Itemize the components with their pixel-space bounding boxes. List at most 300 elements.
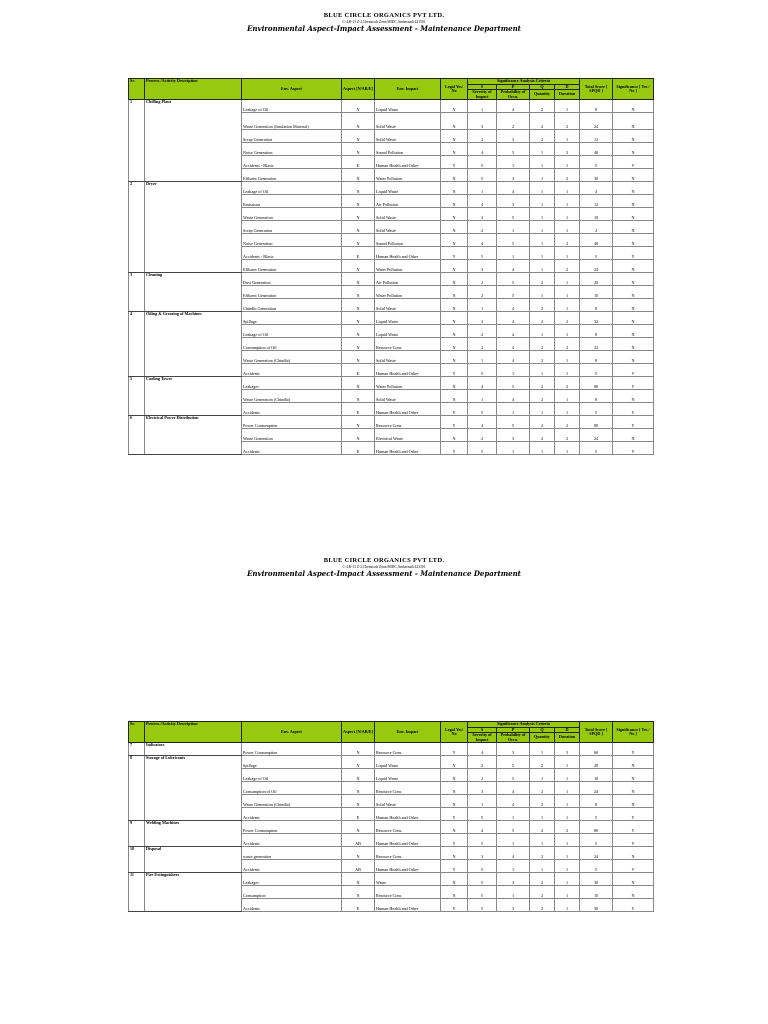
score-s-cell: 2 xyxy=(468,208,497,221)
process-cell xyxy=(145,390,242,403)
total-score-cell: 24 xyxy=(580,429,613,442)
score-p-cell: 5 xyxy=(497,377,530,390)
col-q: Q xyxy=(530,727,555,733)
legal-cell: Y xyxy=(441,403,468,416)
score-d-cell: 1 xyxy=(555,834,580,847)
total-score-cell: 4 xyxy=(580,182,613,195)
score-d-cell: 1 xyxy=(555,195,580,208)
sr-cell xyxy=(129,130,145,143)
score-d-cell: 1 xyxy=(555,100,580,113)
impact-cell: Sound Pollution xyxy=(375,143,441,156)
total-score-cell: 2 xyxy=(580,221,613,234)
score-p-cell: 4 xyxy=(497,390,530,403)
score-d-cell: 1 xyxy=(555,299,580,312)
company-address: C-4,B-13 Z-2,Chemicals Zone,MIDC,Ambernath 421501 xyxy=(342,564,426,569)
table-row xyxy=(129,156,654,169)
legal-cell: Y xyxy=(441,808,468,821)
col-type: Aspect [N/AB/E] xyxy=(342,79,375,100)
score-d-cell: 1 xyxy=(555,860,580,873)
significance-cell: N xyxy=(613,182,654,195)
score-d-cell: 1 xyxy=(555,403,580,416)
score-s-cell: 4 xyxy=(468,195,497,208)
aspect-type-cell: N xyxy=(342,113,375,130)
aspect-type-cell: N xyxy=(342,873,375,886)
sr-cell: 2 xyxy=(129,182,145,195)
significance-cell: Y xyxy=(613,860,654,873)
total-score-cell: 5 xyxy=(580,860,613,873)
sr-cell: 9 xyxy=(129,821,145,834)
score-p-cell: 1 xyxy=(497,442,530,455)
process-cell xyxy=(145,169,242,182)
legal-cell: N xyxy=(441,143,468,156)
significance-cell: N xyxy=(613,221,654,234)
process-cell: Fire Extinguishers xyxy=(145,873,242,886)
aspect-type-cell: N xyxy=(342,221,375,234)
legal-cell: N xyxy=(441,756,468,769)
aspect-type-cell: E xyxy=(342,156,375,169)
process-cell xyxy=(145,234,242,247)
significance-cell: Y xyxy=(613,821,654,834)
table-1-header xyxy=(129,79,654,100)
impact-cell: Human Health and Other xyxy=(375,834,441,847)
significance-cell: N xyxy=(613,795,654,808)
significance-cell: N xyxy=(613,390,654,403)
table-row xyxy=(129,325,654,338)
legal-cell: Y xyxy=(441,247,468,260)
col-type: Aspect [N/AB/E] xyxy=(342,722,375,743)
col-significance: Significance [ Yes / No ] xyxy=(613,79,654,100)
aspect-type-cell: N xyxy=(342,377,375,390)
score-p-cell: 1 xyxy=(497,247,530,260)
score-q-cell: 1 xyxy=(530,286,555,299)
impact-cell: Solid Waste xyxy=(375,221,441,234)
score-q-cell: 2 xyxy=(530,100,555,113)
aspect-type-cell: N xyxy=(342,286,375,299)
score-p-cell: 3 xyxy=(497,899,530,912)
col-q-sub: Quantity xyxy=(530,733,555,743)
significance-cell: Y xyxy=(613,743,654,756)
significance-cell: N xyxy=(613,351,654,364)
score-s-cell: 3 xyxy=(468,260,497,273)
legal-cell: N xyxy=(441,390,468,403)
table-row xyxy=(129,899,654,912)
score-s-cell: 1 xyxy=(468,182,497,195)
impact-cell: Human Health and Other xyxy=(375,899,441,912)
aspect-cell: Scrap Generation xyxy=(242,130,342,143)
table-row xyxy=(129,299,654,312)
aspect-cell: Spillage xyxy=(242,756,342,769)
col-d-sub: Duration xyxy=(555,90,580,100)
score-p-cell: 5 xyxy=(497,821,530,834)
score-s-cell: 2 xyxy=(468,769,497,782)
aspect-type-cell: N xyxy=(342,195,375,208)
significance-cell: Y xyxy=(613,416,654,429)
score-q-cell: 1 xyxy=(530,364,555,377)
aspect-cell: Effluent Generation xyxy=(242,260,342,273)
significance-cell: N xyxy=(613,100,654,113)
legal-cell: N xyxy=(441,221,468,234)
table-row xyxy=(129,113,654,130)
legal-cell: N xyxy=(441,130,468,143)
score-q-cell: 1 xyxy=(530,221,555,234)
impact-cell: Resource Cons. xyxy=(375,743,441,756)
score-d-cell: 1 xyxy=(555,899,580,912)
aspect-type-cell: E xyxy=(342,808,375,821)
score-q-cell: 1 xyxy=(530,195,555,208)
process-cell: Dryer xyxy=(145,182,242,195)
significance-cell: Y xyxy=(613,808,654,821)
process-cell xyxy=(145,364,242,377)
col-p: P xyxy=(497,727,530,733)
legal-cell: N xyxy=(441,821,468,834)
aspect-cell: Power Consumption xyxy=(242,416,342,429)
aspect-type-cell: N xyxy=(342,182,375,195)
total-score-cell: 24 xyxy=(580,113,613,130)
impact-cell: Resource Cons. xyxy=(375,847,441,860)
table-row xyxy=(129,364,654,377)
aspect-type-cell: N xyxy=(342,416,375,429)
table-row xyxy=(129,860,654,873)
aspect-type-cell: AB xyxy=(342,860,375,873)
significance-cell: Y xyxy=(613,364,654,377)
score-p-cell: 5 xyxy=(497,769,530,782)
sr-cell xyxy=(129,782,145,795)
total-score-cell: 24 xyxy=(580,260,613,273)
legal-cell: N xyxy=(441,260,468,273)
significance-cell: N xyxy=(613,113,654,130)
aspect-type-cell: N xyxy=(342,821,375,834)
legal-cell: N xyxy=(441,169,468,182)
total-score-cell: 5 xyxy=(580,834,613,847)
total-score-cell: 32 xyxy=(580,338,613,351)
score-q-cell: 2 xyxy=(530,390,555,403)
process-cell xyxy=(145,338,242,351)
score-d-cell: 1 xyxy=(555,221,580,234)
total-score-cell: 30 xyxy=(580,899,613,912)
col-process: Process /Activity Description xyxy=(145,722,242,743)
score-p-cell: 4 xyxy=(497,351,530,364)
aspect-cell: Leakages xyxy=(242,377,342,390)
score-q-cell: 1 xyxy=(530,834,555,847)
total-score-cell: 30 xyxy=(580,873,613,886)
impact-cell: Resource Cons. xyxy=(375,821,441,834)
aspect-type-cell: N xyxy=(342,769,375,782)
total-score-cell: 32 xyxy=(580,312,613,325)
score-s-cell: 5 xyxy=(468,442,497,455)
score-d-cell: 1 xyxy=(555,769,580,782)
aspect-type-cell: E xyxy=(342,442,375,455)
legal-cell: N xyxy=(441,312,468,325)
legal-cell: N xyxy=(441,338,468,351)
score-p-cell: 5 xyxy=(497,234,530,247)
score-s-cell: 4 xyxy=(468,821,497,834)
col-d-sub: Duration xyxy=(555,733,580,743)
legal-cell: N xyxy=(441,377,468,390)
process-cell xyxy=(145,286,242,299)
table-row xyxy=(129,351,654,364)
total-score-cell: 20 xyxy=(580,756,613,769)
score-q-cell: 2 xyxy=(530,756,555,769)
score-d-cell: 1 xyxy=(555,351,580,364)
document-title: Environmental Aspect-Impact Assessment - Maintenance Department xyxy=(247,569,521,578)
impact-cell: Liquid Waste xyxy=(375,182,441,195)
table-row xyxy=(129,834,654,847)
col-impact: Env. Impact xyxy=(375,722,441,743)
process-cell: Oiling & Greasing of Machines xyxy=(145,312,242,325)
sr-cell xyxy=(129,169,145,182)
score-p-cell: 1 xyxy=(497,156,530,169)
score-q-cell: 1 xyxy=(530,143,555,156)
total-score-cell: 5 xyxy=(580,442,613,455)
process-cell xyxy=(145,195,242,208)
score-d-cell: 2 xyxy=(555,338,580,351)
significance-cell: Y xyxy=(613,247,654,260)
process-cell: Chilling Plant xyxy=(145,100,242,113)
significance-cell: N xyxy=(613,234,654,247)
aspect-type-cell: E xyxy=(342,364,375,377)
score-q-cell: 1 xyxy=(530,860,555,873)
score-q-cell: 2 xyxy=(530,416,555,429)
significance-cell: N xyxy=(613,325,654,338)
impact-cell: Solid Waste xyxy=(375,130,441,143)
aspect-cell: Accidents xyxy=(242,860,342,873)
total-score-cell: 80 xyxy=(580,416,613,429)
impact-cell: Resource Cons. xyxy=(375,338,441,351)
total-score-cell: 20 xyxy=(580,273,613,286)
score-q-cell: 1 xyxy=(530,808,555,821)
score-q-cell: 2 xyxy=(530,338,555,351)
aspect-cell: Waste Generation (Chindhi) xyxy=(242,351,342,364)
score-d-cell: 2 xyxy=(555,113,580,130)
score-q-cell: 2 xyxy=(530,782,555,795)
assessment-table-1 xyxy=(128,78,654,455)
total-score-cell: 60 xyxy=(580,743,613,756)
score-d-cell: 2 xyxy=(555,143,580,156)
table-row xyxy=(129,130,654,143)
significance-cell: Y xyxy=(613,156,654,169)
score-s-cell: 5 xyxy=(468,860,497,873)
aspect-cell: Chindhi Generation xyxy=(242,299,342,312)
legal-cell: Y xyxy=(441,834,468,847)
score-d-cell: 1 xyxy=(555,130,580,143)
process-cell xyxy=(145,113,242,130)
aspect-type-cell: N xyxy=(342,795,375,808)
score-q-cell: 2 xyxy=(530,795,555,808)
legal-cell: N xyxy=(441,769,468,782)
process-cell xyxy=(145,860,242,873)
score-d-cell: 1 xyxy=(555,782,580,795)
table-row xyxy=(129,377,654,390)
sr-cell xyxy=(129,208,145,221)
score-d-cell: 2 xyxy=(555,169,580,182)
aspect-type-cell: N xyxy=(342,130,375,143)
table-row xyxy=(129,442,654,455)
col-legal: Legal Yes/ No xyxy=(441,79,468,100)
aspect-cell: Noise Generation xyxy=(242,143,342,156)
legal-cell: N xyxy=(441,273,468,286)
impact-cell: Resource Cons. xyxy=(375,782,441,795)
col-d: D xyxy=(555,727,580,733)
score-s-cell: 2 xyxy=(468,273,497,286)
score-d-cell: 1 xyxy=(555,886,580,899)
legal-cell: N xyxy=(441,195,468,208)
score-q-cell: 1 xyxy=(530,260,555,273)
col-significance: Significance [ Yes / No ] xyxy=(613,722,654,743)
score-q-cell: 2 xyxy=(530,847,555,860)
significance-cell: N xyxy=(613,299,654,312)
score-q-cell: 1 xyxy=(530,442,555,455)
score-s-cell: 4 xyxy=(468,743,497,756)
table-row xyxy=(129,808,654,821)
impact-cell: Waste xyxy=(375,873,441,886)
aspect-cell: Waste Generation xyxy=(242,429,342,442)
legal-cell: N xyxy=(441,208,468,221)
score-s-cell: 5 xyxy=(468,834,497,847)
aspect-cell: Accidents xyxy=(242,834,342,847)
impact-cell: Water Pollution xyxy=(375,260,441,273)
impact-cell: Human Health and Other xyxy=(375,247,441,260)
process-cell xyxy=(145,442,242,455)
score-d-cell: 2 xyxy=(555,234,580,247)
col-sr: Sr. xyxy=(129,722,145,743)
score-p-cell: 4 xyxy=(497,182,530,195)
total-score-cell: 10 xyxy=(580,208,613,221)
score-s-cell: 3 xyxy=(468,847,497,860)
total-score-cell: 10 xyxy=(580,286,613,299)
score-s-cell: 4 xyxy=(468,377,497,390)
table-row xyxy=(129,847,654,860)
process-cell xyxy=(145,325,242,338)
score-p-cell: 4 xyxy=(497,260,530,273)
table-row xyxy=(129,429,654,442)
table-2-body xyxy=(129,743,654,912)
score-p-cell: 1 xyxy=(497,834,530,847)
company-name: BLUE CIRCLE ORGANICS PVT LTD. xyxy=(323,557,445,564)
table-row xyxy=(129,756,654,769)
sr-cell xyxy=(129,260,145,273)
assessment-table-2 xyxy=(128,721,654,912)
sr-cell: 10 xyxy=(129,847,145,860)
aspect-cell: Dust Generation xyxy=(242,273,342,286)
total-score-cell: 30 xyxy=(580,169,613,182)
impact-cell: Resource Cons. xyxy=(375,416,441,429)
table-row xyxy=(129,143,654,156)
table-row xyxy=(129,208,654,221)
legal-cell: N xyxy=(441,873,468,886)
score-d-cell: 1 xyxy=(555,247,580,260)
score-q-cell: 2 xyxy=(530,886,555,899)
total-score-cell: 80 xyxy=(580,821,613,834)
legal-cell: Y xyxy=(441,899,468,912)
legal-cell: N xyxy=(441,286,468,299)
significance-cell: N xyxy=(613,847,654,860)
process-cell: Disposal xyxy=(145,847,242,860)
score-p-cell: 2 xyxy=(497,113,530,130)
col-aspect: Env. Aspect xyxy=(242,722,342,743)
aspect-cell: Accidents xyxy=(242,442,342,455)
process-cell: Cleaning xyxy=(145,273,242,286)
aspect-cell: Consumption of Oil xyxy=(242,782,342,795)
legal-cell: N xyxy=(441,782,468,795)
legal-cell: N xyxy=(441,182,468,195)
aspect-type-cell: N xyxy=(342,299,375,312)
aspect-type-cell: N xyxy=(342,169,375,182)
impact-cell: Electrical Waste xyxy=(375,429,441,442)
sr-cell xyxy=(129,143,145,156)
impact-cell: Solid Waste xyxy=(375,351,441,364)
aspect-cell: Accidents xyxy=(242,364,342,377)
impact-cell: Solid Waste xyxy=(375,795,441,808)
col-legal: Legal Yes/ No xyxy=(441,722,468,743)
impact-cell: Resource Cons. xyxy=(375,886,441,899)
aspect-cell: waste generation xyxy=(242,847,342,860)
score-s-cell: 4 xyxy=(468,234,497,247)
col-s-sub: Severity of Impact xyxy=(468,90,497,100)
aspect-cell: Waste Generation (Chindhi) xyxy=(242,390,342,403)
process-cell xyxy=(145,247,242,260)
significance-cell: N xyxy=(613,143,654,156)
table-row xyxy=(129,821,654,834)
legal-cell: Y xyxy=(441,416,468,429)
aspect-type-cell: N xyxy=(342,351,375,364)
score-d-cell: 1 xyxy=(555,364,580,377)
sr-cell xyxy=(129,403,145,416)
score-d-cell: 1 xyxy=(555,756,580,769)
score-s-cell: 1 xyxy=(468,100,497,113)
score-s-cell: 1 xyxy=(468,351,497,364)
aspect-cell: Power Consumption xyxy=(242,821,342,834)
score-p-cell: 4 xyxy=(497,312,530,325)
score-q-cell: 1 xyxy=(530,234,555,247)
total-score-cell: 40 xyxy=(580,143,613,156)
total-score-cell: 8 xyxy=(580,351,613,364)
aspect-type-cell: E xyxy=(342,899,375,912)
col-q: Q xyxy=(530,84,555,90)
score-p-cell: 1 xyxy=(497,403,530,416)
score-d-cell: 2 xyxy=(555,416,580,429)
total-score-cell: 8 xyxy=(580,325,613,338)
sr-cell: 3 xyxy=(129,273,145,286)
process-cell xyxy=(145,143,242,156)
score-q-cell: 2 xyxy=(530,821,555,834)
score-d-cell: 1 xyxy=(555,873,580,886)
impact-cell: Liquid Waste xyxy=(375,769,441,782)
col-total: Total Score [ SPQD ] xyxy=(580,722,613,743)
sr-cell xyxy=(129,325,145,338)
process-cell xyxy=(145,769,242,782)
significance-cell: N xyxy=(613,169,654,182)
score-q-cell: 1 xyxy=(530,403,555,416)
sr-cell xyxy=(129,247,145,260)
score-s-cell: 5 xyxy=(468,247,497,260)
table-2-header xyxy=(129,722,654,743)
aspect-type-cell: N xyxy=(342,325,375,338)
table-row xyxy=(129,403,654,416)
significance-cell: N xyxy=(613,273,654,286)
process-cell xyxy=(145,795,242,808)
score-s-cell: 5 xyxy=(468,169,497,182)
aspect-cell: Consumption xyxy=(242,886,342,899)
process-cell xyxy=(145,299,242,312)
score-p-cell: 4 xyxy=(497,325,530,338)
col-p-sub: Probability of Occu. xyxy=(497,733,530,743)
score-d-cell: 2 xyxy=(555,429,580,442)
sr-cell xyxy=(129,234,145,247)
score-p-cell: 4 xyxy=(497,299,530,312)
table-row xyxy=(129,886,654,899)
aspect-type-cell: N xyxy=(342,312,375,325)
aspect-type-cell: AB xyxy=(342,834,375,847)
